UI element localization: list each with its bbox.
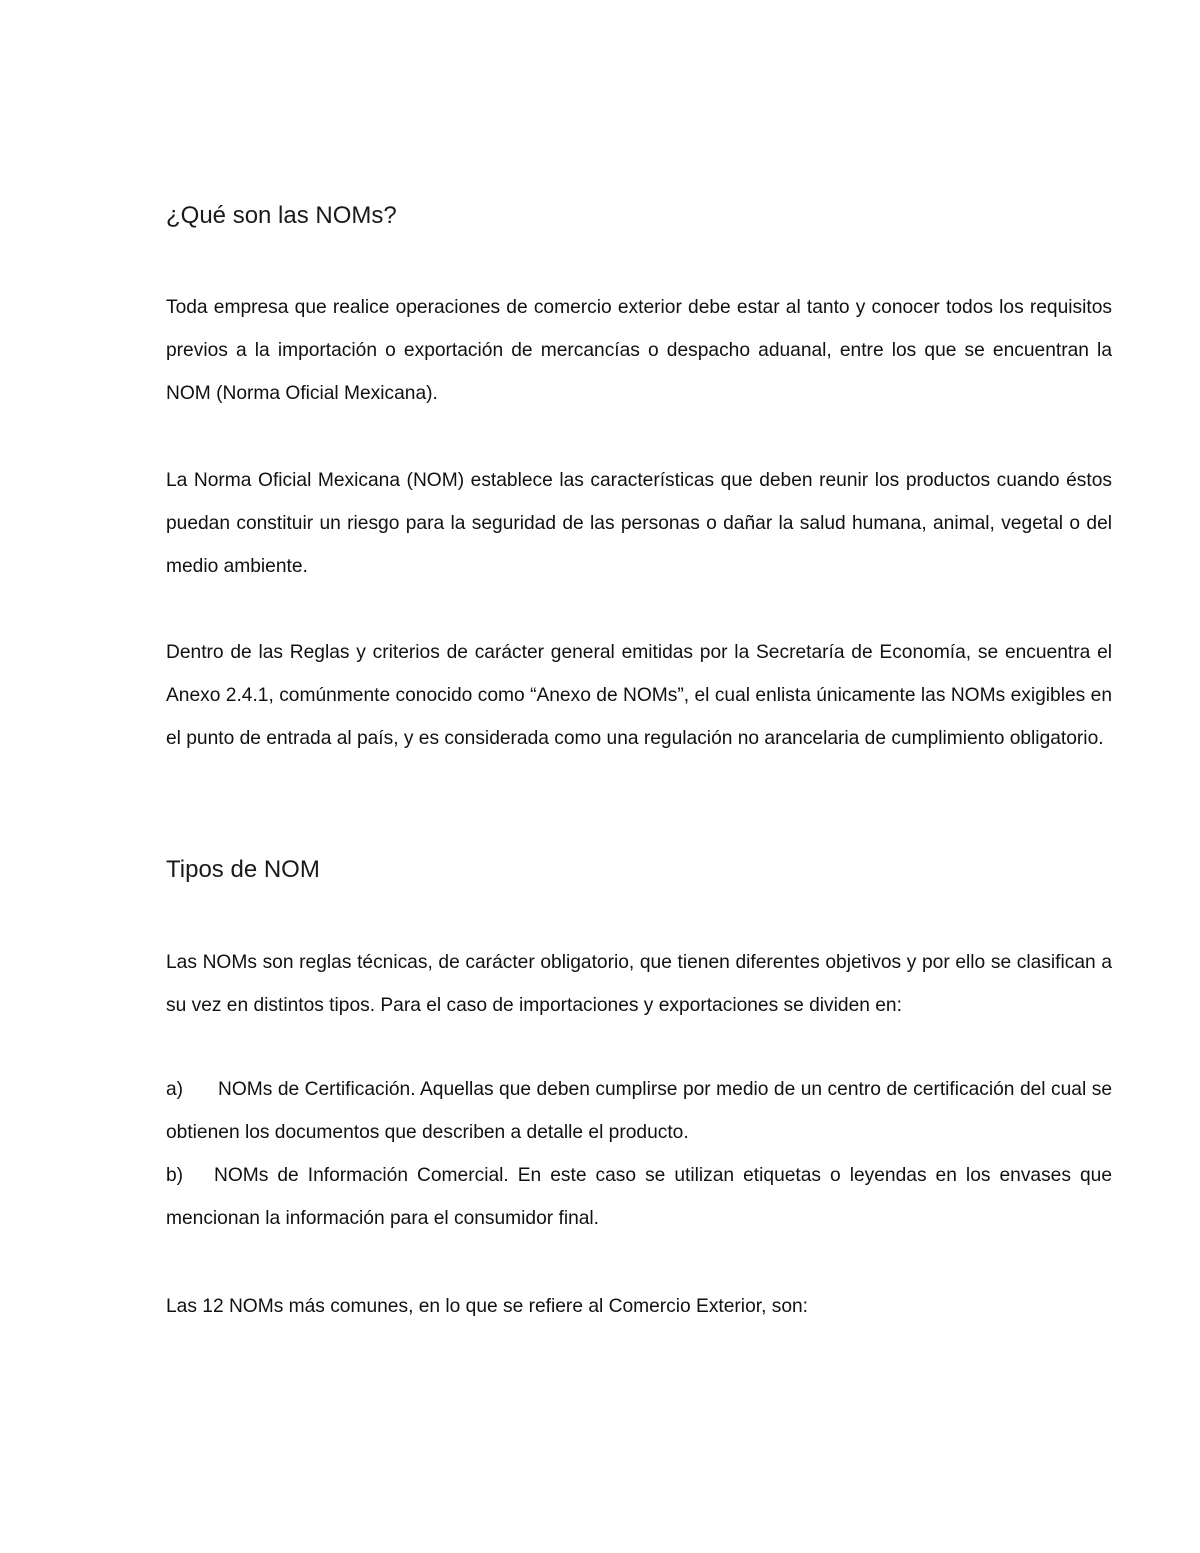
list-item-text: NOMs de Certificación. Aquellas que deben cumplirse por medio de un centro de certificación del cual se obtienen los documentos que describen a detalle el producto. <box>166 1079 1112 1143</box>
list-marker-b: b) <box>166 1165 184 1186</box>
paragraph-intro: Toda empresa que realice operaciones de comercio exterior debe estar al tanto y conocer todos los requisitos previos a la importación o exportación de mercancías o despacho aduanal, entre los que se encuentran la NOM (Norma Oficial Mexicana). <box>166 297 1112 404</box>
paragraph-definition: La Norma Oficial Mexicana (NOM) establece las características que deben reunir los productos cuando éstos puedan constituir un riesgo para la seguridad de las personas o dañar la salud humana, animal, vegetal o del medio ambiente. <box>166 470 1112 577</box>
paragraph-tipos: Las NOMs son reglas técnicas, de carácter obligatorio, que tienen diferentes objetivos y por ello se clasifican a su vez en distintos tipos. Para el caso de importaciones y exportaciones se dividen en: <box>166 952 1112 1016</box>
heading-tipos-de-nom: Tipos de NOM <box>166 856 320 883</box>
heading-que-son-las-noms: ¿Qué son las NOMs? <box>166 202 397 229</box>
paragraph-12-noms: Las 12 NOMs más comunes, en lo que se refiere al Comercio Exterior, son: <box>166 1296 808 1317</box>
list-item-text: NOMs de Información Comercial. En este caso se utilizan etiquetas o leyendas en los envases que mencionan la información para el consumidor final. <box>166 1165 1112 1229</box>
list-item-certificacion <box>166 1068 1112 1154</box>
list-marker-a: a) <box>166 1079 184 1100</box>
list-item-informacion-comercial <box>166 1154 1112 1240</box>
paragraph-anexo: Dentro de las Reglas y criterios de carácter general emitidas por la Secretaría de Economía, se encuentra el Anexo 2.4.1, comúnmente conocido como “Anexo de NOMs”, el cual enlista únicamente las NOMs exigibles en el punto de entrada al país, y es considerada como una regulación no arancelaria de cumplimiento obligatorio. <box>166 642 1112 749</box>
